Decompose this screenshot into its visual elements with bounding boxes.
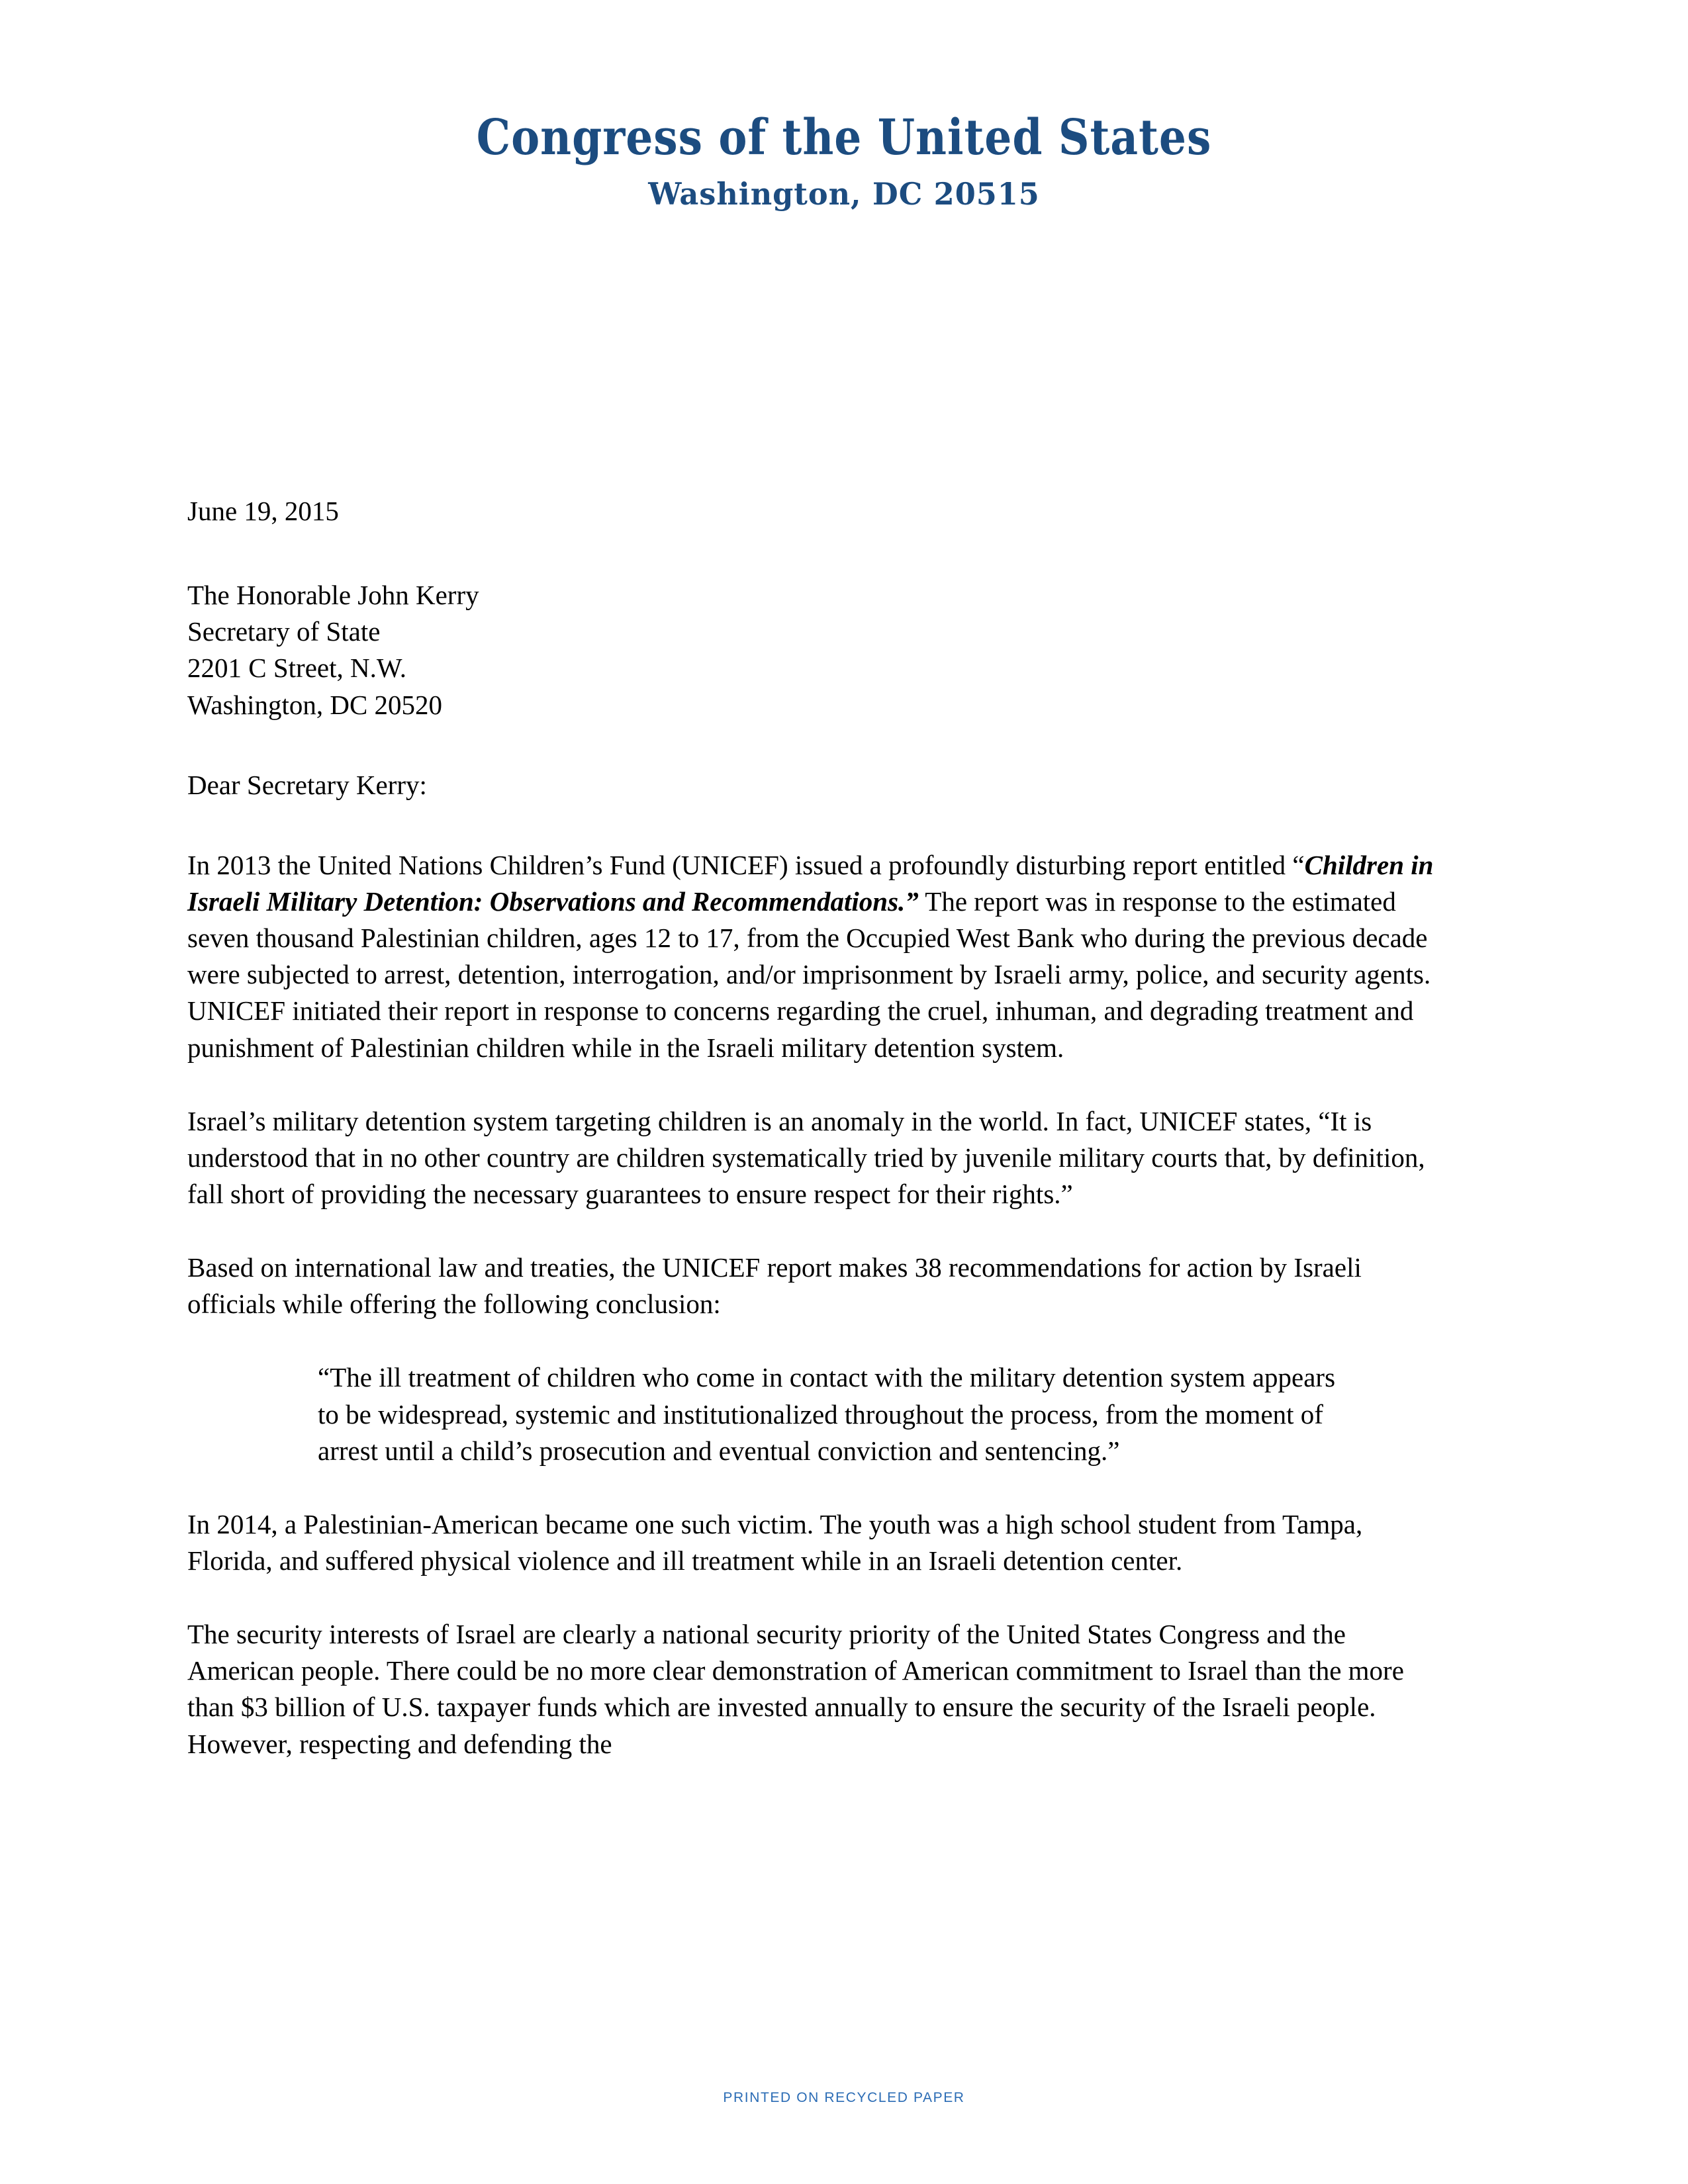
letterhead [0, 109, 1688, 212]
blockquote-text: “The ill treatment of children who come in contact with the military detention system appears to be widespread, systemic and institutionalized throughout the process, from the moment of arrest until a child’s prosecution and eventual conviction and sentencing.” [318, 1362, 1336, 1466]
paragraph-1-tail: The report was in response to the estimated seven thousand Palestinian children, ages 12 to 17, from the Occupied West Bank who during the previous decade were subjected to arrest, detention, interrogation, and/or imprisonment by Israeli army, police, and security agents. UNICEF initiated their report in response to concerns regarding the cruel, inhuman, and degrading treatment and punishment of Palestinian children while in the Israeli military detention system. [187, 886, 1431, 1063]
recipient-name: The Honorable John Kerry [187, 580, 479, 611]
recipient-street: 2201 C Street, N.W. [187, 653, 407, 684]
letterhead-subtitle: Washington, DC 20515 [648, 175, 1040, 212]
unicef-conclusion-blockquote [187, 1359, 1350, 1469]
paragraph-3: Based on international law and treaties, the UNICEF report makes 38 recommendations for action by Israeli officials while offering the following conclusion: [187, 1252, 1362, 1320]
report-title: Children in Israeli Military Detention: Observations and Recommendations.” [187, 849, 1434, 917]
paragraph-5: The security interests of Israel are clearly a national security priority of the United States Congress and the American people. There could be no more clear demonstration of American commitment to Israel than the more than $3 billion of U.S. taxpayer funds which are invested annually to ensure the security of the Israeli people. However, respecting and defending the [187, 1619, 1404, 1759]
page-footer [0, 2090, 1688, 2106]
recycled-paper-notice: PRINTED ON RECYCLED PAPER [723, 2090, 965, 2105]
salutation: Dear Secretary Kerry: [187, 769, 427, 800]
paragraph-2: Israel’s military detention system targeting children is an anomaly in the world. In fact, UNICEF states, “It is understood that in no other country are children systematically tried by juvenile military courts that, by definition, fall short of providing the necessary guarantees to ensure respect for their rights.” [187, 1105, 1425, 1209]
letterhead-title: Congress of the United States [476, 109, 1212, 166]
date-line: June 19, 2015 [187, 496, 339, 526]
recipient-title: Secretary of State [187, 616, 381, 647]
recipient-address-block [187, 577, 1442, 723]
paragraph-4: In 2014, a Palestinian-American became one such victim. The youth was a high school student from Tampa, Florida, and suffered physical violence and ill treatment while in an Israeli detention center. [187, 1508, 1363, 1576]
letter-body [187, 493, 1442, 1799]
paragraph-1 [187, 847, 1442, 1066]
paragraph-1-lead: In 2013 the United Nations Children’s Fund (UNICEF) issued a profoundly disturbing report entitled “ [187, 849, 1305, 880]
recipient-city-state-zip: Washington, DC 20520 [187, 689, 443, 720]
